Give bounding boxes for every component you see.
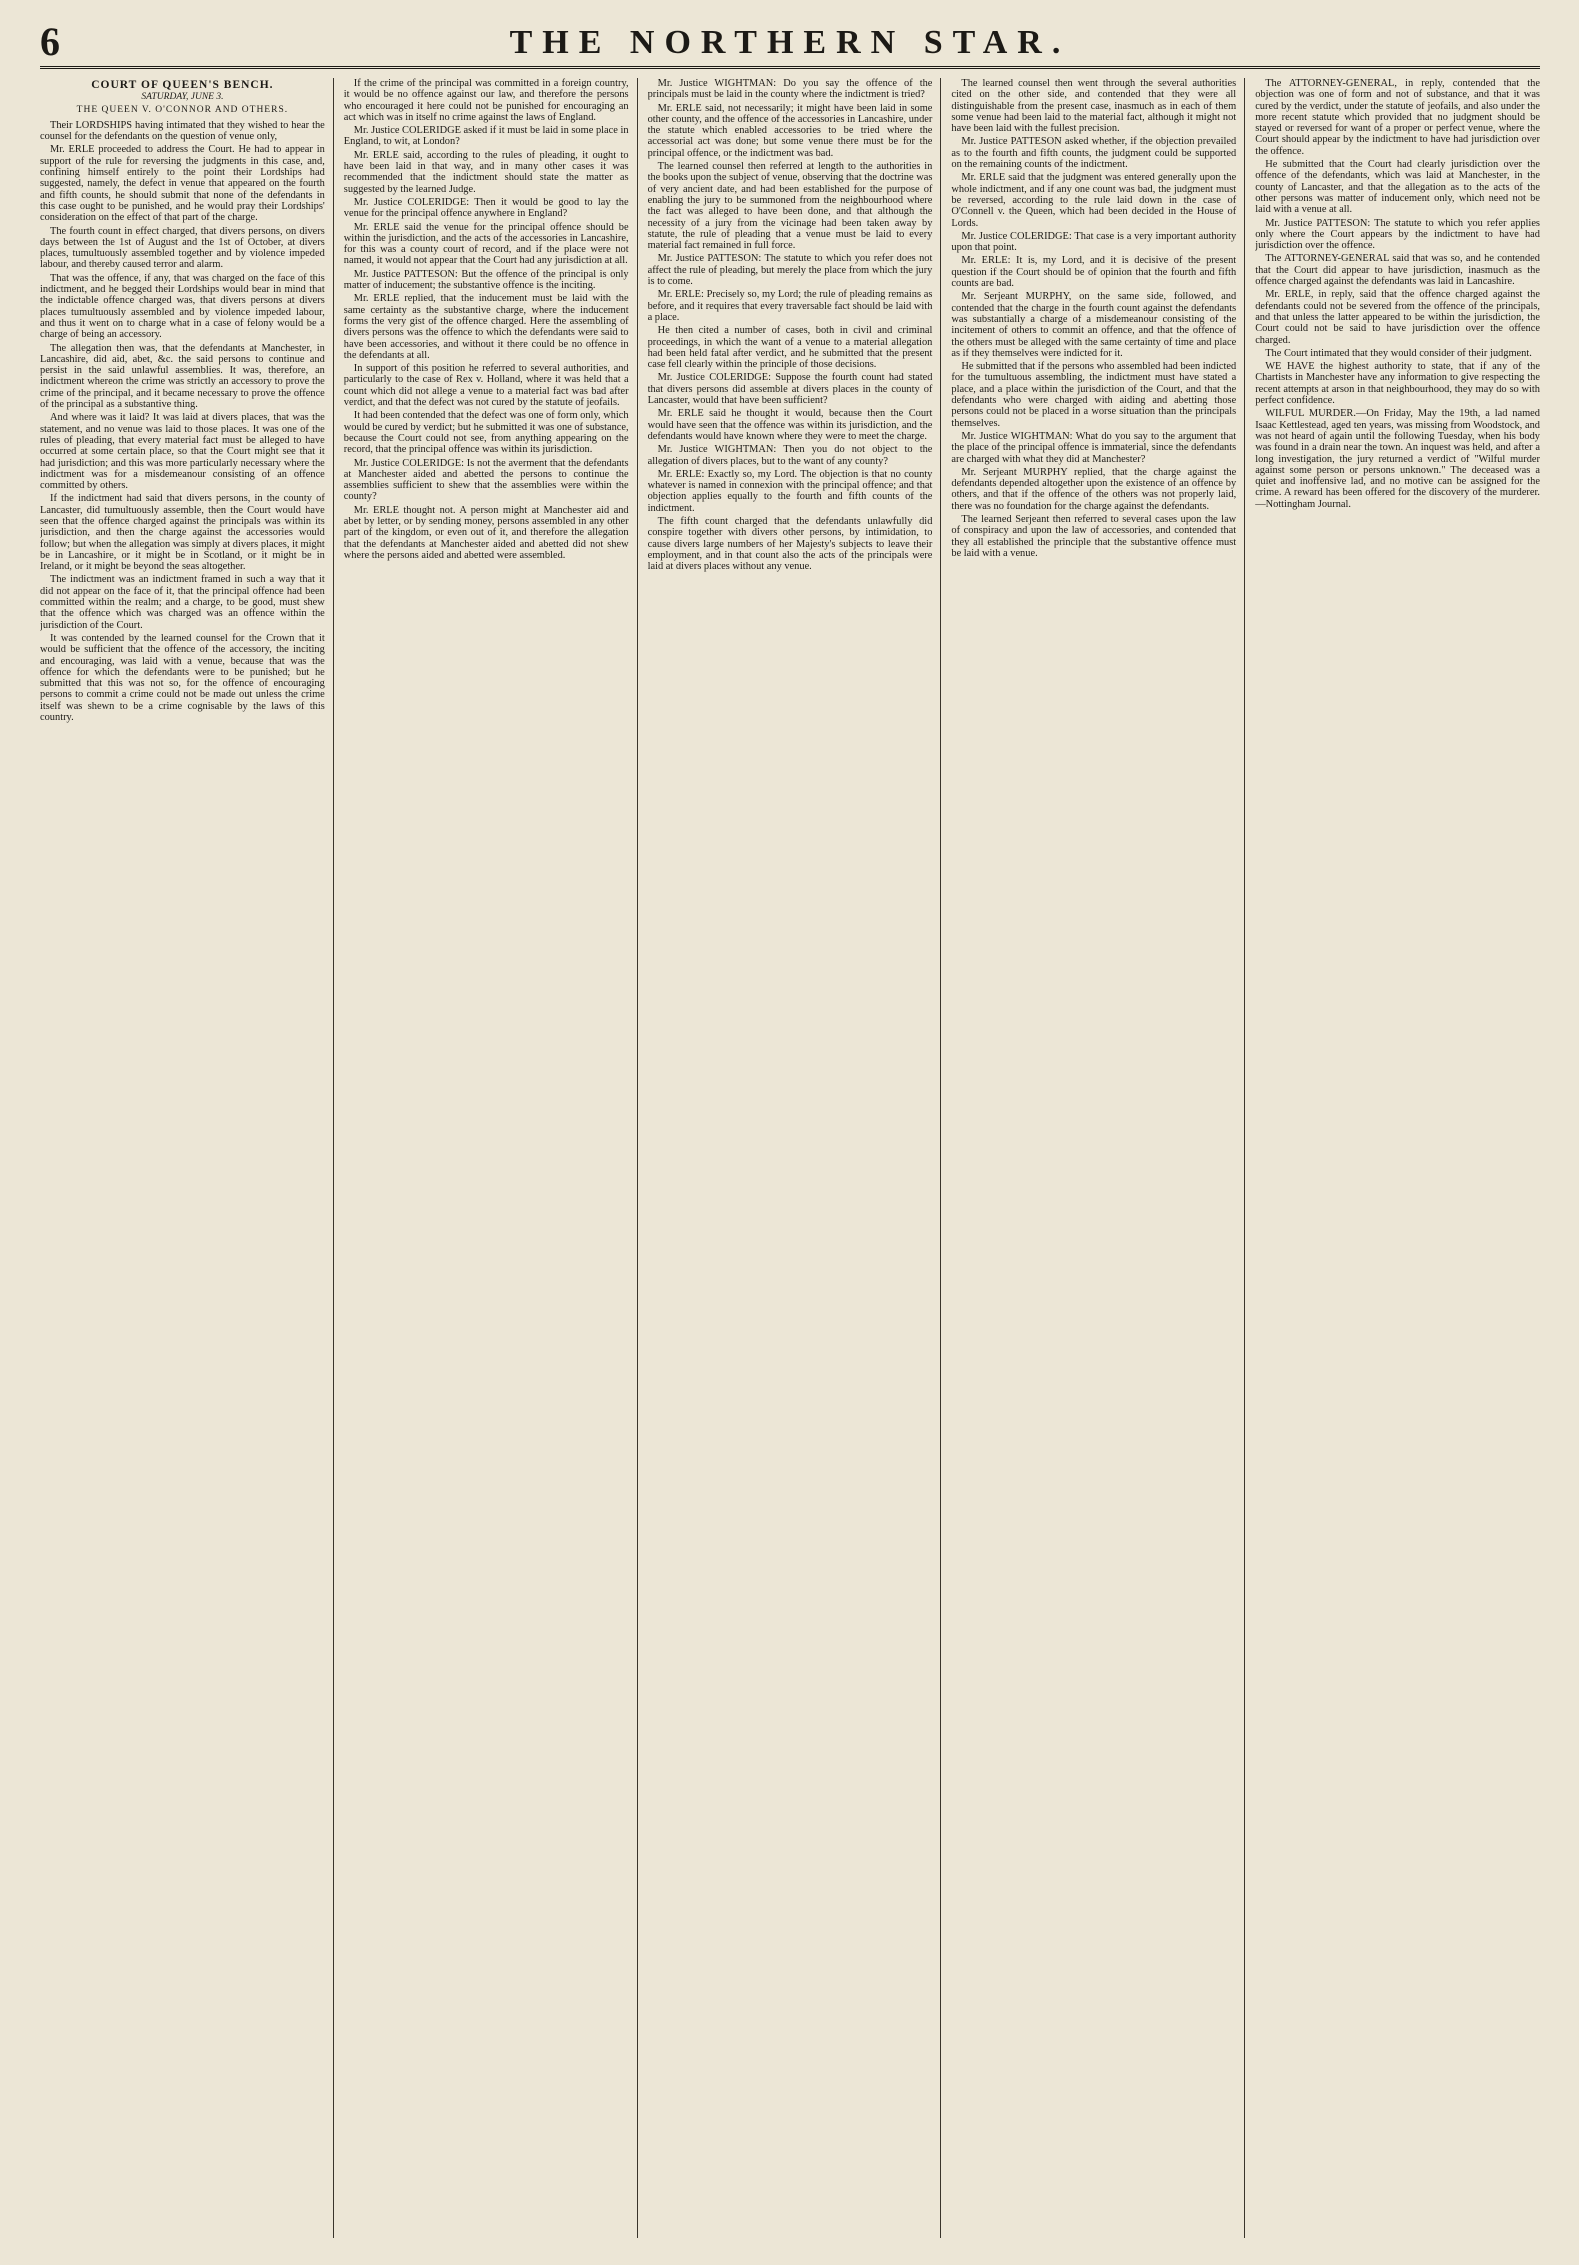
paragraph: Mr. Serjeant MURPHY replied, that the charge against the defendants depended altogether upon the existence of an offence by others, and that if the offence of the others was not properly laid, there was no foundation for the charge against the defendants. <box>951 466 1237 512</box>
paragraph: Mr. Justice COLERIDGE: Suppose the fourth count had stated that divers persons did assemble at divers places in the county of Lancaster, would that have been sufficient? <box>647 372 933 407</box>
paragraph: Mr. Justice COLERIDGE: Then it would be good to lay the venue for the principal offence anywhere in England? <box>343 196 629 220</box>
column-text <box>1255 78 1540 510</box>
paragraph: The allegation then was, that the defendants at Manchester, in Lancashire, did aid, abet, &c. the said persons to continue and persist in the said unlawful assemblies. It was, therefore, an indictment whereon the crime was strictly an accessory to prove the crime of the principal, and it became necessary to prove the offence of the principal as a substantive thing. <box>40 342 325 411</box>
paragraph: Mr. Justice WIGHTMAN: What do you say to the argument that the place of the principal offence is immaterial, since the defendants are charged with what they did at Manchester? <box>951 430 1237 465</box>
paragraph: Mr. Justice PATTESON: The statute to which you refer applies only where the Court appears by the indictment to have had jurisdiction over the offence. <box>1255 217 1540 252</box>
paragraph: Mr. Justice PATTESON: The statute to which you refer does not affect the rule of pleading, but merely the place from which the jury is to come. <box>647 253 933 288</box>
column-5 <box>1255 78 1540 2238</box>
paragraph: Mr. ERLE said, according to the rules of pleading, it ought to have been laid in that way, and in many other cases it was recommended that the indictment should state the matter as suggested by the learned Judge. <box>343 149 629 195</box>
paragraph: Mr. ERLE thought not. A person might at Manchester aid and abet by letter, or by sending money, persons assembled in any other part of the kingdom, or even out of it, and therefore the allegation that the defendants at Manchester aided and abetted did not shew where the persons aided and abetted were assembled. <box>343 504 629 561</box>
paragraph: Mr. ERLE said, not necessarily; it might have been laid in some other county, and the offence of the accessories in Lancashire, under the statute which enabled accessories to be tried where the accessorial act was done; but some venue there must be for the principal offence, or the indictment was bad. <box>647 102 933 159</box>
column-3 <box>648 78 942 2238</box>
paragraph: WILFUL MURDER.—On Friday, May the 19th, a lad named Isaac Kettlestead, aged ten years, was missing from Woodstock, and was not heard of again until the following Tuesday, when his body was found in a drain near the town. An inquest was held, and after a long investigation, the jury returned a verdict of "Wilful murder against some person or persons unknown." The deceased was a quiet and inoffensive lad, and no motive can be assigned for the crime. A reward has been offered for the discovery of the murderer.—Nottingham Journal. <box>1255 408 1540 510</box>
paragraph: It had been contended that the defect was one of form only, which would be cured by verdict; but he submitted it was one of substance, because the Court could not see, from anything appearing on the record, that the principal offence was within its jurisdiction. <box>343 410 629 456</box>
paragraph: Mr. ERLE: Precisely so, my Lord; the rule of pleading remains as before, and it requires that every traversable fact should be laid with a place. <box>647 289 933 323</box>
paragraph: Mr. Justice WIGHTMAN: Then you do not object to the allegation of divers places, but to the want of any county? <box>647 444 933 467</box>
newspaper-title: THE NORTHERN STAR. <box>509 24 1071 61</box>
paragraph: The learned counsel then went through the several authorities cited on the other side, and contended that they were all distinguishable from the present case, inasmuch as in each of them some venue had been laid to the material fact, although it might not have been laid with the fullest precision. <box>951 78 1237 135</box>
masthead-rule <box>40 66 1540 69</box>
paragraph: And where was it laid? It was laid at divers places, that was the statement, and no venue was laid to those places. It was one of the rules of pleading, that every material fact must be alleged to have occurred at some certain place, so that the Court might see that it had jurisdiction; and this was more particularly necessary where the indictment was for a misdemeanour consisting of an offence committed by others. <box>40 412 325 492</box>
paragraph: Mr. ERLE: It is, my Lord, and it is decisive of the present question if the Court should be of opinion that the fourth and fifth counts are bad. <box>951 255 1237 290</box>
paragraph: Mr. Justice PATTESON: But the offence of the principal is only matter of inducement; the substantive offence is the inciting. <box>343 268 629 292</box>
paragraph: He submitted that the Court had clearly jurisdiction over the offence of the defendants, which was laid at Manchester, in the county of Lancaster, and that the allegation as to the acts of the other persons was matter of inducement only, which need not be laid with a venue at all. <box>1255 159 1540 216</box>
column-text <box>951 78 1236 559</box>
column-1 <box>40 78 334 2238</box>
paragraph: Mr. ERLE said he thought it would, because then the Court would have seen that the offence was within its jurisdiction, and the defendants would have known where they were to meet the charge. <box>647 408 933 442</box>
paragraph: The ATTORNEY-GENERAL, in reply, contended that the objection was one of form and not of substance, and that it was cured by the verdict, under the statute of jeofails, and also under the more recent statute which provided that no judgment should be stayed or reversed for want of a proper or perfect venue, where the Court should appear by the indictment to have had jurisdiction over the offence. <box>1255 78 1540 157</box>
column-text <box>648 78 933 572</box>
paragraph: The ATTORNEY-GENERAL said that was so, and he contended that the Court did appear to have jurisdiction, inasmuch as the offence charged against the defendants was laid in Lancashire. <box>1255 253 1540 288</box>
paragraph: Mr. Justice COLERIDGE: That case is a very important authority upon that point. <box>951 230 1237 254</box>
column-4 <box>951 78 1245 2238</box>
paragraph: Mr. Justice PATTESON asked whether, if the objection prevailed as to the fourth and fifth counts, the judgment could be supported on the remaining counts of the indictment. <box>951 136 1237 171</box>
paragraph: Mr. ERLE, in reply, said that the offence charged against the defendants could not be severed from the offence of the principals, and that unless the latter appeared to be within the jurisdiction, the Court could not be said to have jurisdiction over the offence charged. <box>1255 289 1540 346</box>
paragraph: If the crime of the principal was committed in a foreign country, it would be no offence against our law, and therefore the persons who encouraged it here could not be punished for encouraging an act which was in itself no crime against the laws of England. <box>343 78 629 123</box>
article-columns <box>40 78 1540 2238</box>
paragraph: The fourth count in effect charged, that divers persons, on divers days between the 1st of August and the 1st of October, at divers places, tumultuously assembled together and by violence impeded labour, and thereby caused terror and alarm. <box>40 225 325 271</box>
paragraph: Mr. ERLE said that the judgment was entered generally upon the whole indictment, and if any one count was bad, the judgment must be reversed, according to the rule laid down in the case of O'Connell v. the Queen, which had been decided in the House of Lords. <box>951 172 1237 229</box>
paragraph: The learned Serjeant then referred to several cases upon the law of conspiracy and upon the law of accessories, and contended that they all established the principle that the substantive offence must be laid with a venue. <box>951 513 1237 559</box>
paragraph: That was the offence, if any, that was charged on the face of this indictment, and he begged their Lordships would bear in mind that the indictable offence charged was, that divers persons at divers places tumultuously assembled and by violence impeded labour, and thus it went on to charge what in a case of felony would be a charge of being an accessory. <box>40 272 325 341</box>
paragraph: Mr. Justice COLERIDGE asked if it must be laid in some place in England, to wit, at London? <box>343 125 629 148</box>
column-2 <box>344 78 638 2238</box>
article-date: SATURDAY, JUNE 3. <box>141 92 224 103</box>
paragraph: The indictment was an indictment framed in such a way that it did not appear on the face of it, that the principal offence had been committed within the realm; and a charge, to be good, must shew that the offence which was charged was an offence within the jurisdiction of the Court. <box>40 574 325 631</box>
paragraph: The learned counsel then referred at length to the authorities in the books upon the subject of venue, observing that the doctrine was of very ancient date, and had been established for the purpose of enabling the jury to be summoned from the neighbourhood where the fact was alleged to have been done, and that although the necessity of a jury from the vicinage had been taken away by statute, the rule of pleading that a venue must be laid to every material fact remained in full force. <box>647 161 933 252</box>
page-number: 6 <box>40 19 60 64</box>
paragraph: Mr. Justice COLERIDGE: Is not the averment that the defendants at Manchester aided and abetted the persons to continue the assemblies sufficient to shew that the assemblies were within the county? <box>343 457 629 503</box>
paragraph: Their LORDSHIPS having intimated that they wished to hear the counsel for the defendants on the question of venue only, <box>40 119 325 143</box>
paragraph: In support of this position he referred to several authorities, and particularly to the case of Rex v. Holland, where it was held that a count which did not allege a venue to a material fact was bad after verdict, and that the defect was not cured by the statute of jeofails. <box>343 363 629 409</box>
paragraph: Mr. ERLE said the venue for the principal offence should be within the jurisdiction, and the acts of the accessories in Lancashire, for this was a county court of record, and if the place were not named, it would not appear that the Court had any jurisdiction at all. <box>343 221 629 267</box>
case-title: THE QUEEN V. O'CONNOR AND OTHERS. <box>76 104 289 115</box>
column-text <box>40 120 325 723</box>
paragraph: The fifth count charged that the defendants unlawfully did conspire together with divers other persons, by intimidation, to cause divers large numbers of her Majesty's subjects to leave their employment, and in that count also the acts of the principals were laid at divers places without any venue. <box>647 515 933 573</box>
article-heading: COURT OF QUEEN'S BENCH. <box>91 79 274 91</box>
paragraph: It was contended by the learned counsel for the Crown that it would be sufficient that the offence of the accessory, the inciting and encouraging, was laid with a venue, because that was the offence for which the defendants were to be punished; but he submitted that this was not so, for the offence of encouraging persons to commit a crime could not be made out unless the crime itself was shewn to be a crime cognisable by the laws of this country. <box>40 632 325 724</box>
masthead <box>40 18 1540 68</box>
paragraph: Mr. Serjeant MURPHY, on the same side, followed, and contended that the charge in the fourth count against the defendants was substantially a charge of a misdemeanour consisting of the incitement of others to commit an offence, and that the offence of the others must be alleged with the same certainty of time and place as if they themselves were indicted for it. <box>951 291 1237 359</box>
paragraph: If the indictment had said that divers persons, in the county of Lancaster, did tumultuously assemble, then the Court would have seen that the offence charged against the principals was within its jurisdiction, and then the charge against the accessories would follow; but when the allegation was simply at divers places, it might be in Lancashire, or it might be in Scotland, or it might be in Ireland, or it might be beyond the seas altogether. <box>40 493 325 573</box>
paragraph: He then cited a number of cases, both in civil and criminal proceedings, in which the want of a venue to a material allegation had been held fatal after verdict, and he submitted that the present case fell clearly within the principle of those decisions. <box>647 325 933 371</box>
column-text <box>344 78 629 561</box>
paragraph: Mr. Justice WIGHTMAN: Do you say the offence of the principals must be laid in the county where the indictment is tried? <box>647 78 933 101</box>
paragraph: WE HAVE the highest authority to state, that if any of the Chartists in Manchester have any information to give respecting the recent attempts at arson in that neighbourhood, they may do so with perfect confidence. <box>1255 361 1540 407</box>
paragraph: He submitted that if the persons who assembled had been indicted for the tumultuous assembling, the indictment must have stated a place, and a place within the jurisdiction of the Court, and that the defendants who were charged with aiding and abetting those persons could not be placed in a worse situation than the principals themselves. <box>951 361 1237 429</box>
paragraph: The Court intimated that they would consider of their judgment. <box>1265 347 1532 359</box>
paragraph: Mr. ERLE: Exactly so, my Lord. The objection is that no county whatever is named in connexion with the principal offence; and that objection applies equally to the fourth and fifth counts of the indictment. <box>647 468 933 514</box>
paragraph: Mr. ERLE proceeded to address the Court. He had to appear in support of the rule for reversing the judgments in this case, and, confining himself entirely to the point their Lordships had suggested, namely, the defect in venue that appeared on the fourth and fifth counts, he should submit that none of the defendants in this case ought to be punished, and he would pray their Lordships' consideration on the effect of that part of the charge. <box>40 144 325 224</box>
paragraph: Mr. ERLE replied, that the inducement must be laid with the same certainty as the substantive charge, where the inducement forms the very gist of the offence charged. Here the assembling of divers persons was the offence to which the defendants were said to have been accessories, and without it there could be no offence in the defendants at all. <box>343 293 629 361</box>
